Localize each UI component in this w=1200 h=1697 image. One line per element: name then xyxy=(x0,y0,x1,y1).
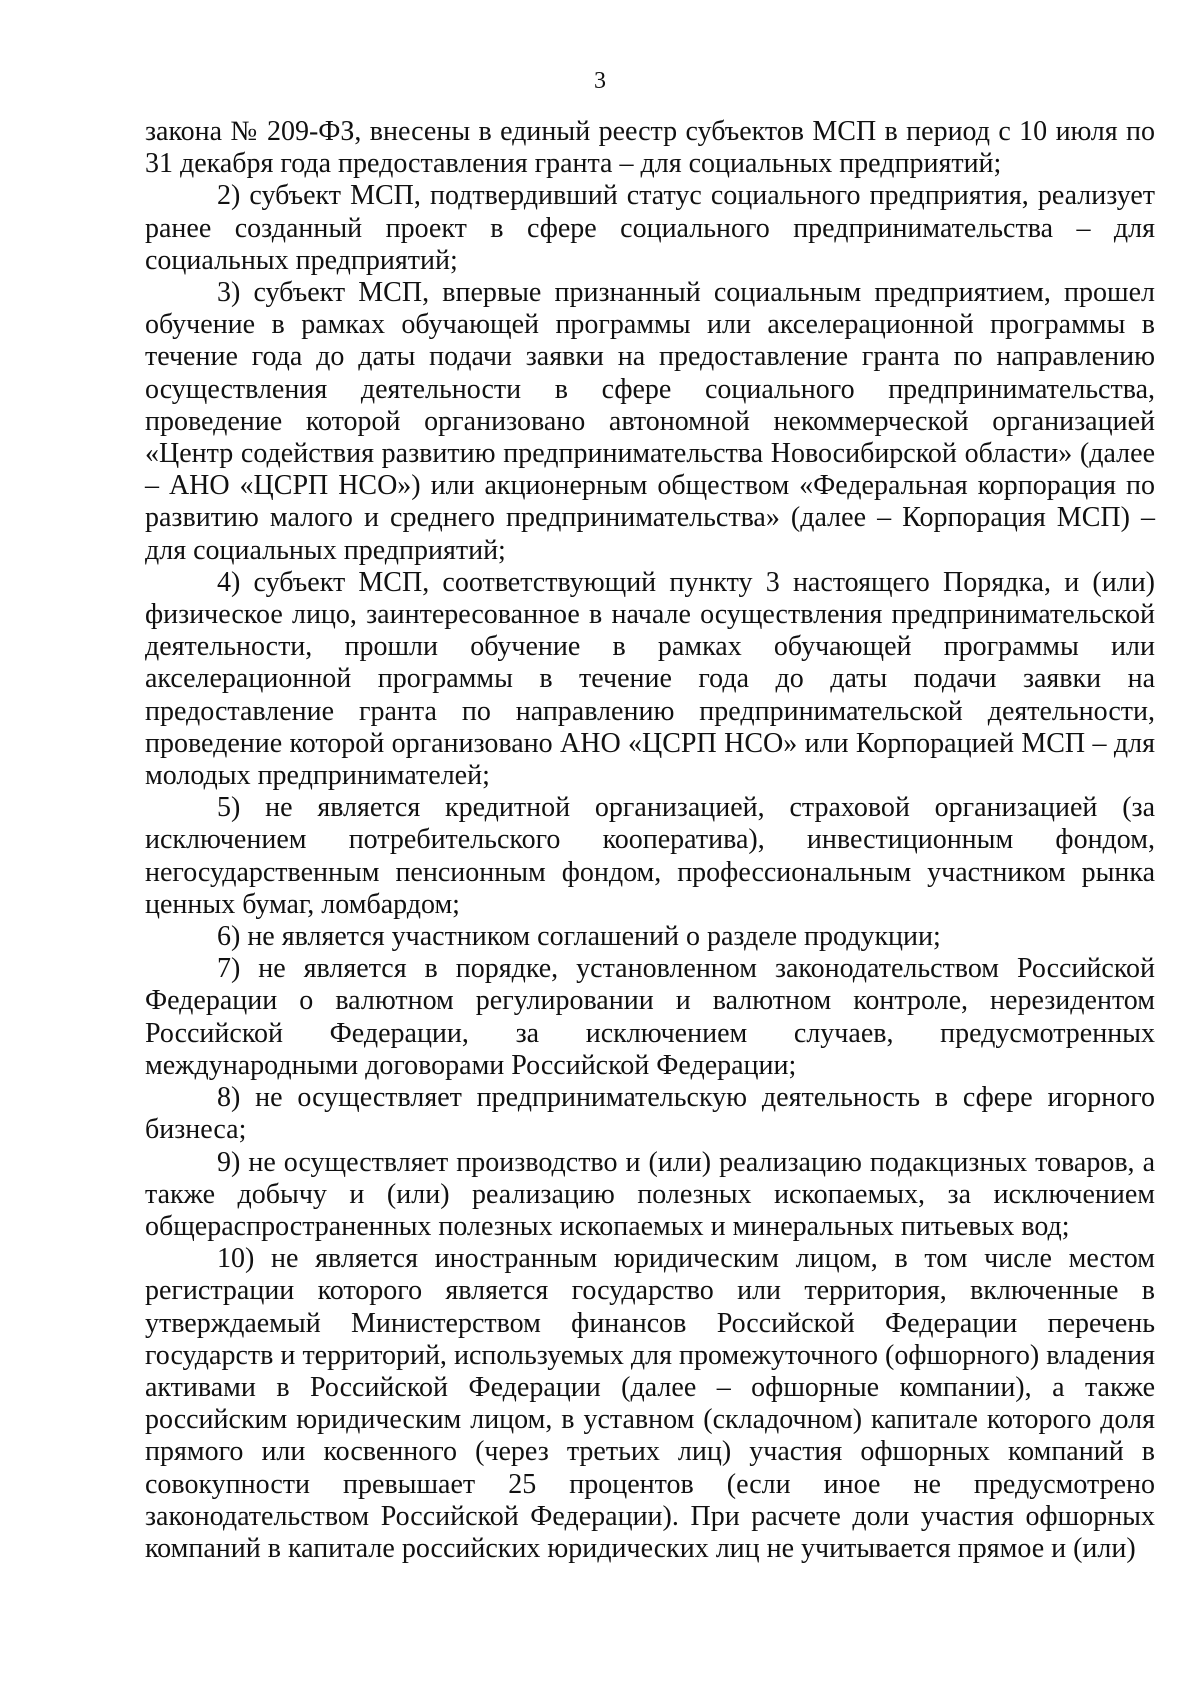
paragraph-item-7: 7) не является в порядке, установленном законодательством Российской Федерации о валютном регулировании и валютном контроле, нерезидентом Российской Федерации, за исключением случаев, предусмотренных международными договорами Российской Федерации; xyxy=(145,953,1155,1081)
page-number: 3 xyxy=(594,68,606,94)
paragraph-item-5: 5) не является кредитной организацией, страховой организацией (за исключением потребительского кооператива), инвестиционным фондом, негосударственным пенсионным фондом, профессиональным участником рынка ценных бумаг, ломбардом; xyxy=(145,792,1155,920)
paragraph-item-10: 10) не является иностранным юридическим лицом, в том числе местом регистрации которого является государство или территория, включенные в утверждаемый Министерством финансов Российской Федерации перечень государств и территорий, используемых для промежуточного (офшорного) владения активами в Российской Федерации (далее – офшорные компании), а также российским юридическим лицом, в уставном (складочном) капитале которого доля прямого или косвенного (через третьих лиц) участия офшорных компаний в совокупности превышает 25 процентов (если иное не предусмотрено законодательством Российской Федерации). При расчете доли участия офшорных компаний в капитале российских юридических лиц не учитывается прямое и (или) xyxy=(145,1243,1155,1564)
paragraph-continuation: закона № 209-ФЗ, внесены в единый реестр субъектов МСП в период с 10 июля по 31 декабря года предоставления гранта – для социальных предприятий; xyxy=(145,116,1155,180)
paragraph-item-3: 3) субъект МСП, впервые признанный социальным предприятием, прошел обучение в рамках обучающей программы или акселерационной программы в течение года до даты подачи заявки на предоставление гранта по направлению осуществления деятельности в сфере социального предпринимательства, проведение которой организовано автономной некоммерческой организацией «Центр содействия развитию предпринимательства Новосибирской области» (далее – АНО «ЦСРП НСО») или акционерным обществом «Федеральная корпорация по развитию малого и среднего предпринимательства» (далее – Корпорация МСП) – для социальных предприятий; xyxy=(145,277,1155,566)
paragraph-item-6: 6) не является участником соглашений о разделе продукции; xyxy=(217,921,941,953)
paragraph-item-4: 4) субъект МСП, соответствующий пункту 3 настоящего Порядка, и (или) физическое лицо, заинтересованное в начале осуществления предпринимательской деятельности, прошли обучение в рамках обучающей программы или акселерационной программы в течение года до даты подачи заявки на предоставление гранта по направлению предпринимательской деятельности, проведение которой организовано АНО «ЦСРП НСО» или Корпорацией МСП – для молодых предпринимателей; xyxy=(145,566,1155,792)
document-body xyxy=(145,116,1155,1565)
paragraph-item-9: 9) не осуществляет производство и (или) реализацию подакцизных товаров, а также добычу и (или) реализацию полезных ископаемых, за исключением общераспространенных полезных ископаемых и минеральных питьевых вод; xyxy=(145,1146,1155,1242)
paragraph-item-8: 8) не осуществляет предпринимательскую деятельность в сфере игорного бизнеса; xyxy=(145,1082,1155,1146)
paragraph-item-2: 2) субъект МСП, подтвердивший статус социального предприятия, реализует ранее созданный проект в сфере социального предпринимательства – для социальных предприятий; xyxy=(145,180,1155,276)
